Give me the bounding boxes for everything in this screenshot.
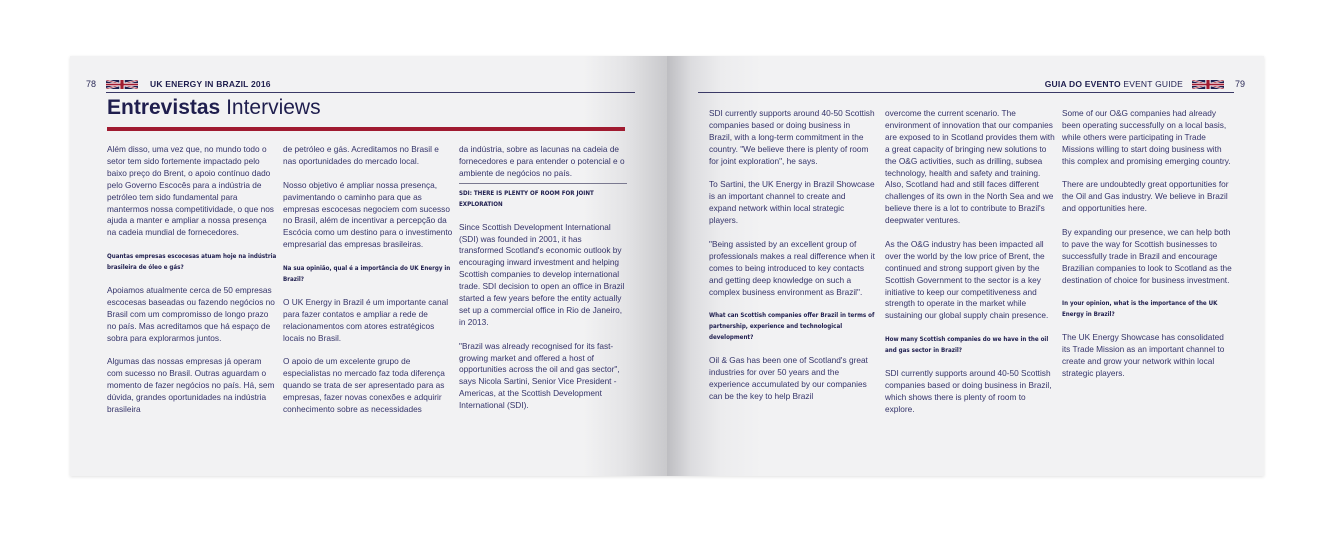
running-header <box>1045 79 1183 89</box>
interview-question: Na sua opinião, qual é a importância do UK Energy in Brazil? <box>283 265 451 284</box>
right-column-3 <box>1062 108 1234 392</box>
paragraph: de petróleo e gás. Acreditamos no Brasil e nas oportunidades do mercado local. <box>283 144 439 166</box>
section-heading: SDI: THERE IS PLENTY OF ROOM FOR JOINT EXPLORATION <box>459 189 594 208</box>
title-light: Interviews <box>220 96 321 119</box>
paragraph: "Being assisted by an excellent group of professionals makes a real difference when it comes to being introduced to key contacts and getting deep knowledge on such a complex business environment as Brazil". <box>709 238 875 297</box>
left-column-1 <box>107 144 277 428</box>
section-divider <box>459 183 627 184</box>
paragraph: Oil & Gas has been one of Scotland's great industries for over 50 years and the experience accumulated by our companies can be the key to help Brazil <box>709 355 868 401</box>
paragraph: SDI currently supports around 40-50 Scottish companies based or doing business in Brazil, with a long-term commitment in the country. "We believe there is plenty of room for joint exploration", he says. <box>709 108 875 166</box>
left-column-2 <box>283 144 453 428</box>
left-column-3 <box>459 144 627 424</box>
paragraph: "Brazil was already recognised for its fast-growing market and offered a host of opportunities across the oil and gas sector", says Nicola Sartini, Senior Vice President - Americas, at the Scottish Development International (SDI). <box>459 340 620 411</box>
magazine-spread <box>70 56 1264 476</box>
header-rule <box>698 92 1234 93</box>
uk-flag-icon <box>1192 80 1224 89</box>
header-light: EVENT GUIDE <box>1120 79 1183 89</box>
right-column-1 <box>709 108 875 415</box>
paragraph: To Sartini, the UK Energy in Brazil Showcase is an important channel to create and expand network within local strategic players. <box>709 179 875 226</box>
page-number: 78 <box>86 79 97 89</box>
paragraph: Nosso objetivo é ampliar nossa presença, pavimentando o caminho para que as empresas escocesas negociem com sucesso no Brasil, além de incentivar a percepção da Escócia como um destino para o investimento empresarial das empresas brasileiras. <box>283 179 453 250</box>
title-bold: Entrevistas <box>107 96 221 119</box>
running-header: UK ENERGY IN BRAZIL 2016 <box>150 79 271 89</box>
page-number: 79 <box>1235 79 1246 89</box>
paragraph: O UK Energy in Brazil é um importante canal para fazer contatos e ampliar a rede de relacionamentos com atores estratégicos locais no Brasil. <box>283 296 449 343</box>
right-page <box>667 56 1264 476</box>
title-underline <box>107 127 625 131</box>
interview-question: Quantas empresas escocesas atuam hoje na indústria brasileira de óleo e gás? <box>107 253 277 272</box>
page-title <box>107 96 321 120</box>
paragraph: Além disso, uma vez que, no mundo todo o setor tem sido fortemente impactado pelo baixo preço do Brent, o apoio contínuo dado pelo Governo Escocês para a indústria de petróleo tem sido fundamental para mantermos nossa competitividade, o que nos ajuda a manter e ampliar a nossa presença na cadeia mundial de fornecedores. <box>107 144 274 238</box>
paragraph: da indústria, sobre as lacunas na cadeia de fornecedores e para entender o potencial e o ambiente de negócios no país. <box>459 144 625 178</box>
interview-question: In your opinion, what is the importance of the UK Energy in Brazil? <box>1062 300 1218 319</box>
paragraph: Apoiamos atualmente cerca de 50 empresas escocesas baseadas ou fazendo negócios no Brasil com um compromisso de longo prazo no país. Mas acreditamos que há espaço de sobra para explorarmos juntos. <box>107 285 275 343</box>
interview-question: How many Scottish companies do we have in the oil and gas sector in Brazil? <box>885 336 1049 355</box>
paragraph: By expanding our presence, we can help both to pave the way for Scottish businesses to successfully trade in Brazil and encourage Brazilian companies to look to Scotland as the destination of choice for business investment. <box>1062 227 1232 285</box>
right-column-2 <box>885 108 1055 428</box>
header-rule <box>106 92 635 93</box>
paragraph: Some of our O&G companies had already been operating successfully on a local basis, while others were participating in Trade Missions willing to start doing business with this complex and promising emerging country. <box>1062 108 1231 166</box>
paragraph: O apoio de um excelente grupo de especialistas no mercado faz toda diferença quando se trata de ser apresentado para as empresas, fazer novas conexões e adquirir conhecimento sobre as necessidades <box>283 356 445 415</box>
paragraph: Since Scottish Development International (SDI) was founded in 2001, it has transformed Scotland's economic outlook by encouraging inward investment and helping Scottish companies to develop international trade. SDI decision to open an office in Brazil started a few years before the entity actually set up a commercial office in Rio de Janeiro, in 2013. <box>459 221 625 327</box>
left-page <box>70 56 667 476</box>
interview-question: What can Scottish companies offer Brazil in terms of partnership, experience and technological development? <box>709 312 875 342</box>
paragraph: Algumas das nossas empresas já operam com sucesso no Brasil. Outras aguardam o momento de fazer negócios no país. Há, sem dúvida, grandes oportunidades na indústria brasileira <box>107 356 275 415</box>
paragraph: The UK Energy Showcase has consolidated its Trade Mission as an important channel to create and grow your network within local strategic players. <box>1062 332 1225 379</box>
paragraph: SDI currently supports around 40-50 Scottish companies based or doing business in Brazil, which shows there is plenty of room to explore. <box>885 368 1052 414</box>
paragraph: There are undoubtedly great opportunities for the Oil and Gas industry. We believe in Brazil and opportunities here. <box>1062 179 1229 214</box>
paragraph: As the O&G industry has been impacted all over the world by the low price of Brent, the continued and strong support given by the Scottish Government to the sector is a key initiative to keep our competitiveness and strength to operate in the market while sustaining our global supply chain presence. <box>885 238 1049 321</box>
paragraph: overcome the current scenario. The environment of innovation that our companies are exposed to in Scotland provides them with a great capacity of bringing new solutions to the O&G activities, such as drilling, subsea technology, health and safety and training. Also, Scotland had and still faces different challenges of its own in the North Sea and we believe there is a lot to contribute to Brazil's deepwater ventures. <box>885 108 1055 226</box>
uk-flag-icon <box>106 80 138 89</box>
header-bold: GUIA DO EVENTO <box>1044 79 1121 89</box>
